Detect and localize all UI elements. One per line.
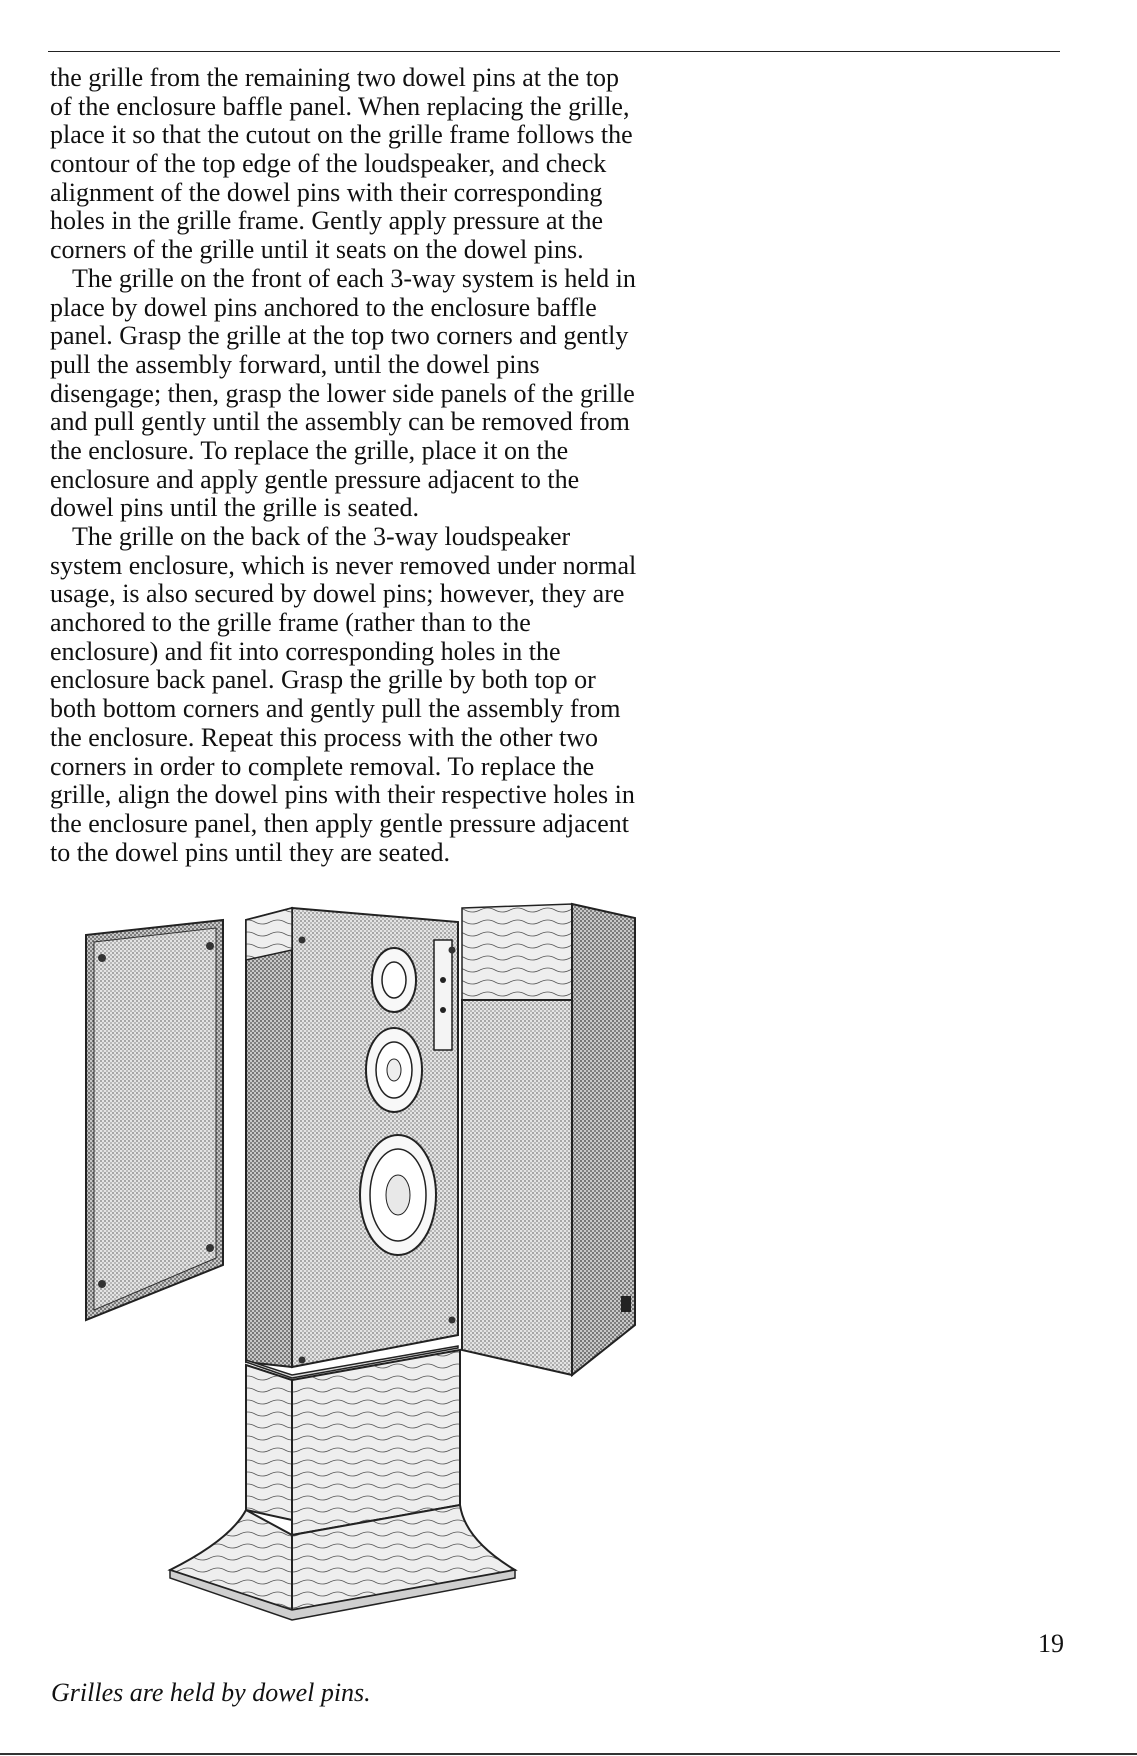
loudspeaker-illustration	[60, 880, 740, 1640]
text-line: corners in order to complete removal. To replace the	[50, 751, 595, 781]
text-line: panel. Grasp the grille at the top two corners and gently	[50, 321, 629, 351]
text-line: and pull gently until the assembly can be removed from	[50, 407, 630, 437]
loudspeaker-enclosure	[246, 908, 458, 1367]
text-line: alignment of the dowel pins with their corresponding	[50, 177, 603, 207]
text-line: place it so that the cutout on the grille frame follows the	[50, 120, 633, 150]
text-line: enclosure back panel. Grasp the grille by both top or	[50, 665, 596, 695]
text-line: to the dowel pins until they are seated.	[50, 837, 451, 867]
rear-enclosure	[462, 904, 635, 1375]
text-line: enclosure) and fit into corresponding holes in the	[50, 636, 561, 666]
text-line: both bottom corners and gently pull the assembly from	[50, 694, 621, 724]
text-line: enclosure and apply gentle pressure adjacent to the	[50, 464, 580, 494]
text-line: the enclosure panel, then apply gentle pressure adjacent	[50, 808, 629, 838]
text-line: grille, align the dowel pins with their respective holes in	[50, 780, 635, 810]
text-line: The grille on the back of the 3-way loudspeaker	[72, 522, 571, 551]
text-line: the grille from the remaining two dowel pins at the top	[50, 63, 619, 92]
figure-caption: Grilles are held by dowel pins.	[51, 1678, 371, 1707]
text-line: anchored to the grille frame (rather than to the	[50, 608, 531, 638]
text-line: of the enclosure baffle panel. When replacing the grille,	[50, 91, 630, 121]
text-line: dowel pins until the grille is seated.	[50, 493, 419, 523]
front-grille-panel	[86, 920, 223, 1320]
text-line: system enclosure, which is never removed under normal	[50, 550, 637, 580]
text-line: contour of the top edge of the loudspeaker, and check	[50, 149, 607, 179]
text-line: The grille on the front of each 3-way system is held in	[72, 263, 636, 293]
text-line: corners of the grille until it seats on the dowel pins.	[50, 235, 584, 265]
text-line: disengage; then, grasp the lower side panels of the grille	[50, 378, 635, 408]
text-line: the enclosure. To replace the grille, place it on the	[50, 435, 569, 465]
body-text	[50, 64, 740, 867]
text-line: the enclosure. Repeat this process with the other two	[50, 722, 599, 752]
top-rule	[48, 51, 1060, 52]
page-number: 19	[1038, 1629, 1064, 1658]
text-line: usage, is also secured by dowel pins; however, they are	[50, 579, 625, 609]
speaker-base	[170, 1346, 515, 1620]
text-line: place by dowel pins anchored to the enclosure baffle	[50, 292, 597, 322]
text-line: pull the assembly forward, until the dowel pins	[50, 349, 540, 379]
bottom-rule	[0, 1753, 1137, 1755]
text-line: holes in the grille frame. Gently apply pressure at the	[50, 206, 604, 236]
